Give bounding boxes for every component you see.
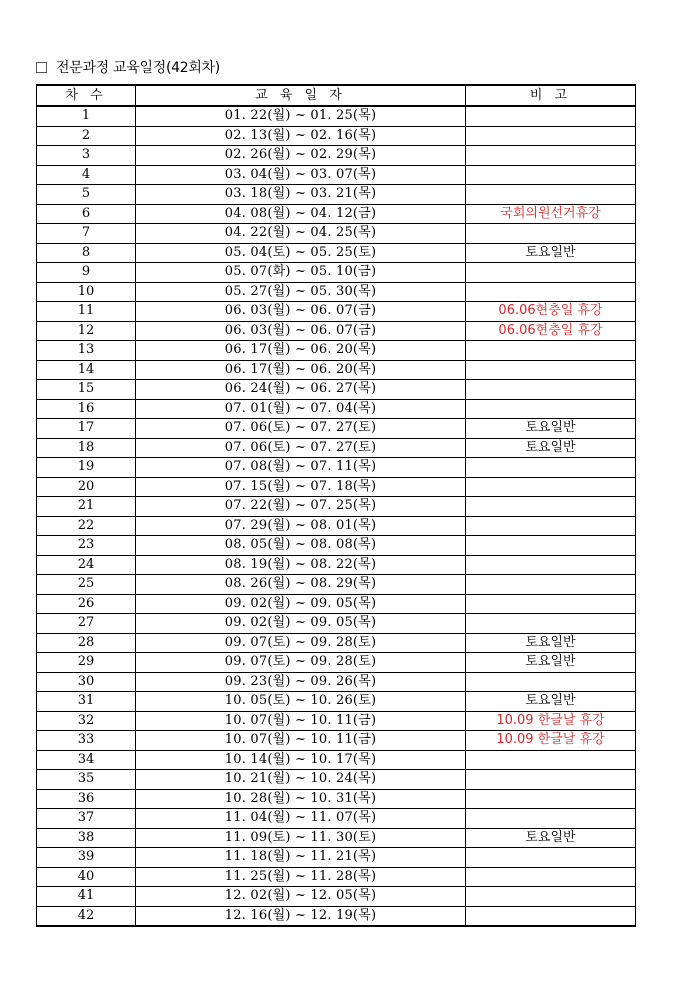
session-number-cell: 37 <box>37 809 136 829</box>
table-row <box>37 575 636 595</box>
remarks-cell <box>466 887 636 907</box>
remarks-cell <box>466 126 636 146</box>
session-number-cell: 27 <box>37 614 136 634</box>
training-period-cell: 11. 04(월) ~ 11. 07(목) <box>136 809 466 829</box>
session-number-cell: 10 <box>37 282 136 302</box>
remarks-cell: 06.06현충일 휴강 <box>466 302 636 322</box>
document-title <box>36 57 220 77</box>
remarks-cell <box>466 750 636 770</box>
remarks-cell <box>466 789 636 809</box>
session-number-cell: 19 <box>37 458 136 478</box>
session-number-cell: 1 <box>37 106 136 126</box>
training-period-cell: 09. 02(월) ~ 09. 05(목) <box>136 594 466 614</box>
session-number-cell: 6 <box>37 204 136 224</box>
training-period-cell: 04. 08(월) ~ 04. 12(금) <box>136 204 466 224</box>
training-period-cell: 07. 08(월) ~ 07. 11(목) <box>136 458 466 478</box>
training-period-cell: 03. 18(월) ~ 03. 21(목) <box>136 185 466 205</box>
training-period-cell: 10. 28(월) ~ 10. 31(목) <box>136 789 466 809</box>
session-number-cell: 42 <box>37 906 136 926</box>
remarks-cell <box>466 809 636 829</box>
session-number-cell: 2 <box>37 126 136 146</box>
remarks-cell <box>466 555 636 575</box>
table-row <box>37 419 636 439</box>
remarks-cell <box>466 458 636 478</box>
table-row <box>37 302 636 322</box>
table-row <box>37 497 636 517</box>
training-period-cell: 07. 06(토) ~ 07. 27(토) <box>136 438 466 458</box>
session-number-cell: 12 <box>37 321 136 341</box>
training-period-cell: 06. 17(월) ~ 06. 20(목) <box>136 341 466 361</box>
training-period-cell: 01. 22(월) ~ 01. 25(목) <box>136 106 466 126</box>
session-number-cell: 18 <box>37 438 136 458</box>
session-number-cell: 7 <box>37 224 136 244</box>
remarks-cell: 토요일반 <box>466 243 636 263</box>
remarks-cell <box>466 341 636 361</box>
training-period-cell: 06. 24(월) ~ 06. 27(목) <box>136 380 466 400</box>
remarks-cell <box>466 263 636 283</box>
schedule-rows <box>37 106 636 926</box>
session-number-cell: 8 <box>37 243 136 263</box>
table-row <box>37 848 636 868</box>
table-row <box>37 263 636 283</box>
table-row <box>37 906 636 926</box>
table-row <box>37 243 636 263</box>
session-number-cell: 24 <box>37 555 136 575</box>
session-number-cell: 15 <box>37 380 136 400</box>
training-period-cell: 07. 01(월) ~ 07. 04(목) <box>136 399 466 419</box>
remarks-cell <box>466 360 636 380</box>
training-period-cell: 09. 07(토) ~ 09. 28(토) <box>136 653 466 673</box>
session-number-cell: 33 <box>37 731 136 751</box>
remarks-cell: 10.09 한글날 휴강 <box>466 731 636 751</box>
remarks-cell <box>466 672 636 692</box>
session-number-cell: 36 <box>37 789 136 809</box>
training-period-cell: 11. 25(월) ~ 11. 28(목) <box>136 867 466 887</box>
training-period-cell: 08. 05(월) ~ 08. 08(목) <box>136 536 466 556</box>
session-number-cell: 35 <box>37 770 136 790</box>
remarks-cell <box>466 906 636 926</box>
training-period-cell: 02. 26(월) ~ 02. 29(목) <box>136 146 466 166</box>
session-number-cell: 17 <box>37 419 136 439</box>
training-period-cell: 06. 03(월) ~ 06. 07(금) <box>136 321 466 341</box>
session-number-cell: 23 <box>37 536 136 556</box>
training-period-cell: 10. 21(월) ~ 10. 24(목) <box>136 770 466 790</box>
remarks-cell <box>466 770 636 790</box>
remarks-cell <box>466 165 636 185</box>
session-number-cell: 14 <box>37 360 136 380</box>
remarks-cell <box>466 399 636 419</box>
training-period-cell: 05. 07(화) ~ 05. 10(금) <box>136 263 466 283</box>
session-number-cell: 28 <box>37 633 136 653</box>
session-number-cell: 3 <box>37 146 136 166</box>
session-number-cell: 40 <box>37 867 136 887</box>
remarks-cell <box>466 380 636 400</box>
remarks-cell <box>466 848 636 868</box>
table-row <box>37 731 636 751</box>
session-number-cell: 13 <box>37 341 136 361</box>
remarks-cell: 10.09 한글날 휴강 <box>466 711 636 731</box>
remarks-cell: 국회의원선거휴강 <box>466 204 636 224</box>
training-period-cell: 09. 02(월) ~ 09. 05(목) <box>136 614 466 634</box>
table-row <box>37 653 636 673</box>
session-number-cell: 22 <box>37 516 136 536</box>
session-number-cell: 9 <box>37 263 136 283</box>
remarks-cell: 토요일반 <box>466 828 636 848</box>
table-row <box>37 516 636 536</box>
table-row <box>37 282 636 302</box>
table-row <box>37 809 636 829</box>
table-row <box>37 341 636 361</box>
table-row <box>37 594 636 614</box>
remarks-cell <box>466 536 636 556</box>
table-row <box>37 711 636 731</box>
table-row <box>37 750 636 770</box>
checkbox-square-icon <box>36 62 47 73</box>
table-row <box>37 146 636 166</box>
table-row <box>37 224 636 244</box>
table-row <box>37 204 636 224</box>
training-period-cell: 03. 04(월) ~ 03. 07(목) <box>136 165 466 185</box>
session-number-cell: 32 <box>37 711 136 731</box>
training-period-cell: 08. 26(월) ~ 08. 29(목) <box>136 575 466 595</box>
table-row <box>37 555 636 575</box>
remarks-cell: 06.06현충일 휴강 <box>466 321 636 341</box>
table-row <box>37 438 636 458</box>
table-row <box>37 106 636 126</box>
session-number-cell: 25 <box>37 575 136 595</box>
session-number-cell: 29 <box>37 653 136 673</box>
training-period-cell: 09. 23(월) ~ 09. 26(목) <box>136 672 466 692</box>
session-number-cell: 39 <box>37 848 136 868</box>
training-period-cell: 06. 03(월) ~ 06. 07(금) <box>136 302 466 322</box>
table-row <box>37 770 636 790</box>
session-number-cell: 30 <box>37 672 136 692</box>
table-row <box>37 360 636 380</box>
training-period-cell: 08. 19(월) ~ 08. 22(목) <box>136 555 466 575</box>
training-period-cell: 06. 17(월) ~ 06. 20(목) <box>136 360 466 380</box>
training-period-cell: 10. 07(월) ~ 10. 11(금) <box>136 731 466 751</box>
remarks-cell <box>466 614 636 634</box>
training-period-cell: 10. 07(월) ~ 10. 11(금) <box>136 711 466 731</box>
table-row <box>37 399 636 419</box>
table-row <box>37 672 636 692</box>
remarks-cell <box>466 185 636 205</box>
training-period-cell: 10. 05(토) ~ 10. 26(토) <box>136 692 466 712</box>
training-period-cell: 12. 02(월) ~ 12. 05(목) <box>136 887 466 907</box>
remarks-cell: 토요일반 <box>466 419 636 439</box>
training-period-cell: 12. 16(월) ~ 12. 19(목) <box>136 906 466 926</box>
table-row <box>37 185 636 205</box>
header-remarks: 비 고 <box>466 85 636 106</box>
table-row <box>37 828 636 848</box>
training-period-cell: 09. 07(토) ~ 09. 28(토) <box>136 633 466 653</box>
remarks-cell: 토요일반 <box>466 692 636 712</box>
training-period-cell: 05. 04(토) ~ 05. 25(토) <box>136 243 466 263</box>
session-number-cell: 21 <box>37 497 136 517</box>
session-number-cell: 20 <box>37 477 136 497</box>
table-row <box>37 536 636 556</box>
table-row <box>37 692 636 712</box>
remarks-cell <box>466 106 636 126</box>
table-row <box>37 321 636 341</box>
table-row <box>37 614 636 634</box>
table-row <box>37 633 636 653</box>
table-row <box>37 458 636 478</box>
table-row <box>37 380 636 400</box>
session-number-cell: 5 <box>37 185 136 205</box>
remarks-cell: 토요일반 <box>466 438 636 458</box>
session-number-cell: 38 <box>37 828 136 848</box>
training-period-cell: 07. 22(월) ~ 07. 25(목) <box>136 497 466 517</box>
training-period-cell: 11. 18(월) ~ 11. 21(목) <box>136 848 466 868</box>
remarks-cell <box>466 516 636 536</box>
table-row <box>37 477 636 497</box>
remarks-cell <box>466 224 636 244</box>
remarks-cell <box>466 497 636 517</box>
session-number-cell: 31 <box>37 692 136 712</box>
remarks-cell <box>466 575 636 595</box>
remarks-cell <box>466 594 636 614</box>
training-period-cell: 02. 13(월) ~ 02. 16(목) <box>136 126 466 146</box>
document-title-text: 전문과정 교육일정(42회차) <box>56 60 220 76</box>
training-period-cell: 10. 14(월) ~ 10. 17(목) <box>136 750 466 770</box>
table-row <box>37 126 636 146</box>
header-training-dates: 교 육 일 자 <box>136 85 466 106</box>
table-row <box>37 867 636 887</box>
session-number-cell: 11 <box>37 302 136 322</box>
remarks-cell <box>466 146 636 166</box>
session-number-cell: 34 <box>37 750 136 770</box>
remarks-cell: 토요일반 <box>466 653 636 673</box>
remarks-cell <box>466 477 636 497</box>
session-number-cell: 4 <box>37 165 136 185</box>
session-number-cell: 26 <box>37 594 136 614</box>
training-period-cell: 11. 09(토) ~ 11. 30(토) <box>136 828 466 848</box>
table-row <box>37 789 636 809</box>
remarks-cell <box>466 282 636 302</box>
training-period-cell: 07. 06(토) ~ 07. 27(토) <box>136 419 466 439</box>
table-row <box>37 887 636 907</box>
header-session-number: 차 수 <box>37 85 136 106</box>
schedule-table <box>36 84 636 927</box>
remarks-cell: 토요일반 <box>466 633 636 653</box>
table-row <box>37 165 636 185</box>
training-period-cell: 05. 27(월) ~ 05. 30(목) <box>136 282 466 302</box>
training-period-cell: 07. 15(월) ~ 07. 18(목) <box>136 477 466 497</box>
session-number-cell: 41 <box>37 887 136 907</box>
session-number-cell: 16 <box>37 399 136 419</box>
training-period-cell: 07. 29(월) ~ 08. 01(목) <box>136 516 466 536</box>
remarks-cell <box>466 867 636 887</box>
training-period-cell: 04. 22(월) ~ 04. 25(목) <box>136 224 466 244</box>
table-header-row <box>37 85 636 106</box>
